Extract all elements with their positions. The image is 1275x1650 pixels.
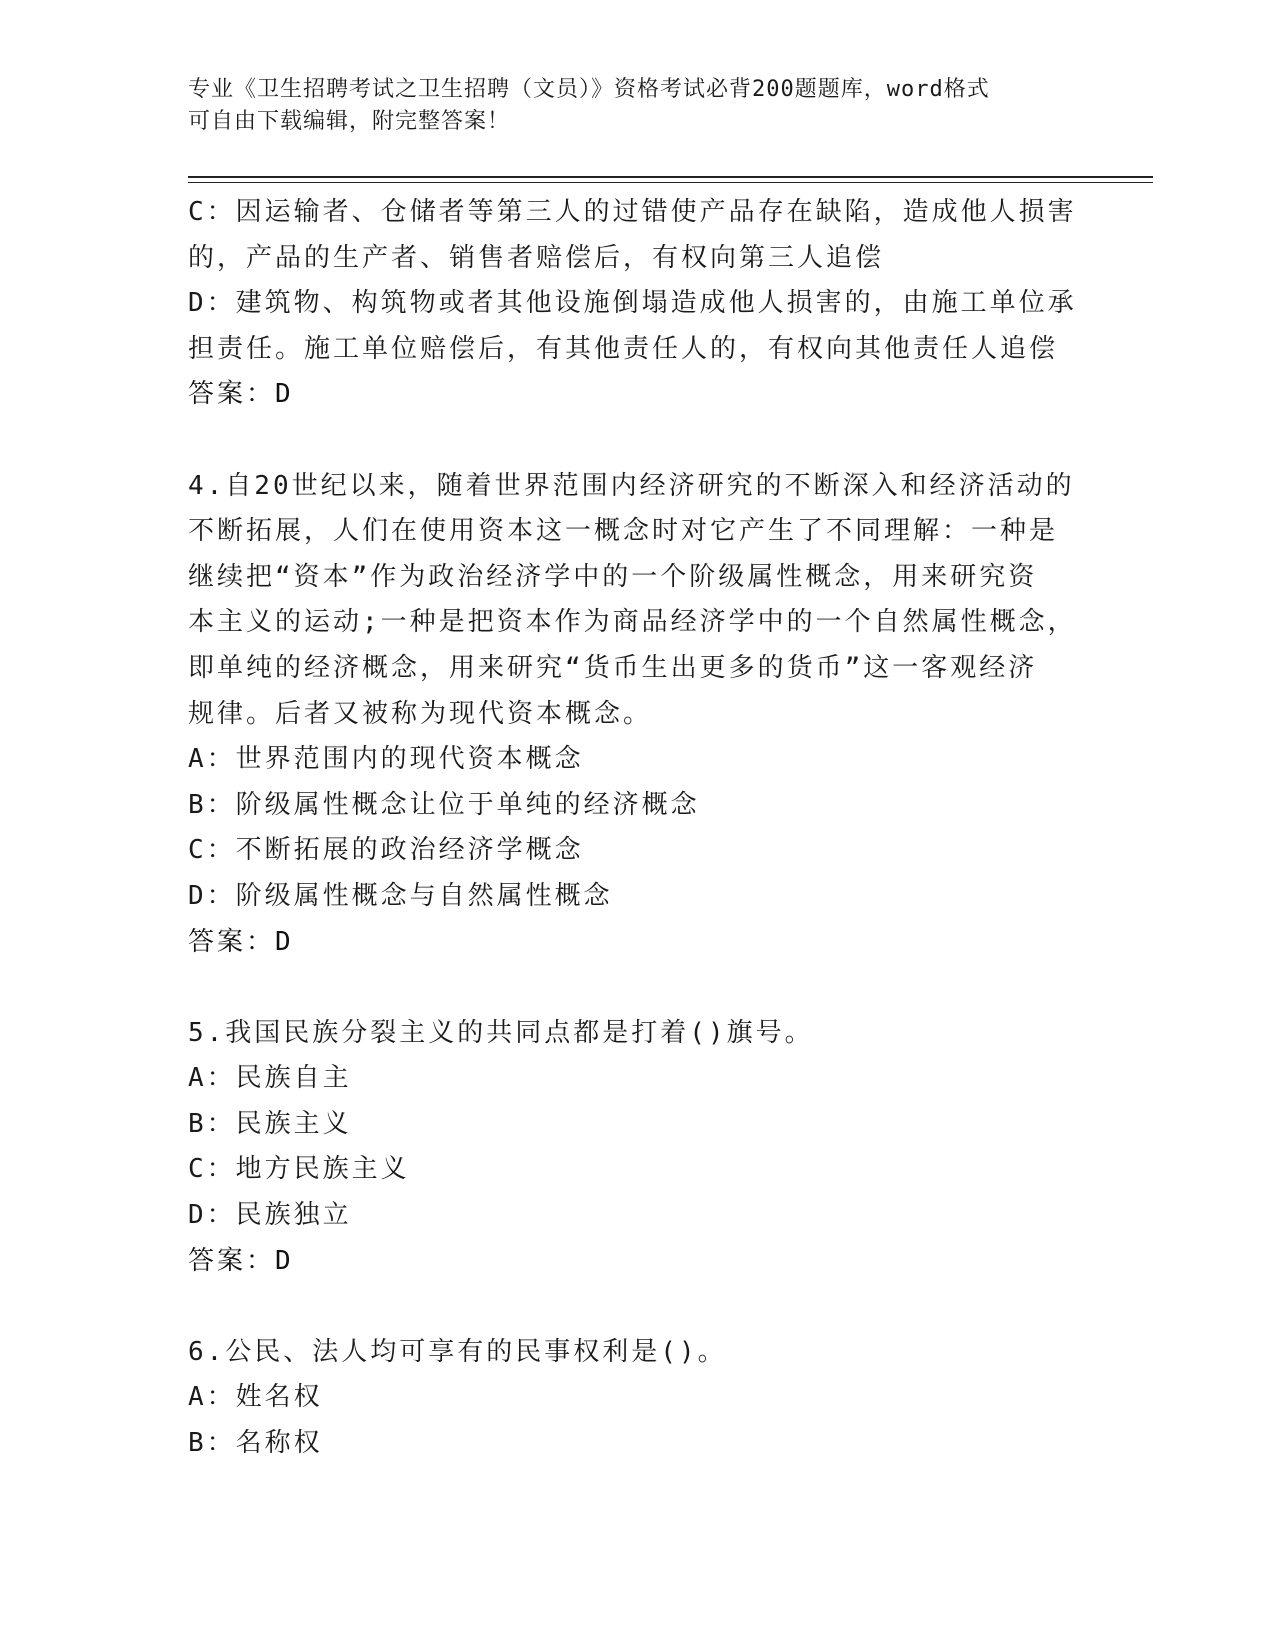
- question-stem-line: 继续把“资本”作为政治经济学中的一个阶级属性概念，用来研究资: [188, 561, 1038, 592]
- spacer: [188, 965, 1088, 1011]
- option-d-line-1: D：建筑物、构筑物或者其他设施倒塌造成他人损害的，由施工单位承: [188, 288, 1077, 319]
- question-content: [188, 190, 1088, 1467]
- option-d-line-2: 担责任。施工单位赔偿后，有其他责任人的，有权向其他责任人追偿: [188, 333, 1059, 364]
- option-a: A：世界范围内的现代资本概念: [188, 744, 584, 775]
- header-line-1: 专业《卫生招聘考试之卫生招聘（文员）》资格考试必背200题题库，word格式: [188, 77, 990, 102]
- question-stem-line: 本主义的运动;一种是把资本作为商品经济学中的一个自然属性概念，: [188, 607, 1077, 638]
- spacer: [188, 418, 1088, 464]
- question-6: [188, 1330, 1088, 1467]
- option-b: B：阶级属性概念让位于单纯的经济概念: [188, 789, 700, 820]
- question-stem-line: 规律。后者又被称为现代资本概念。: [188, 698, 653, 729]
- question-stem-line: 不断拓展，人们在使用资本这一概念时对它产生了不同理解：一种是: [188, 516, 1059, 547]
- document-header: [188, 74, 1068, 138]
- option-c-line-2: 的，产品的生产者、销售者赔偿后，有权向第三人追偿: [188, 242, 885, 273]
- option-a: A：姓名权: [188, 1382, 323, 1413]
- option-d: D：民族独立: [188, 1200, 352, 1231]
- question-stem-line: 即单纯的经济概念，用来研究“货币生出更多的货币”这一客观经济: [188, 652, 1038, 683]
- answer-line: 答案：D: [188, 379, 294, 410]
- option-c-line-1: C：因运输者、仓储者等第三人的过错使产品存在缺陷，造成他人损害: [188, 197, 1077, 227]
- question-5: [188, 1011, 1088, 1285]
- option-c: C：不断拓展的政治经济学概念: [188, 835, 584, 866]
- question-stem-line: 6.公民、法人均可享有的民事权利是()。: [188, 1336, 727, 1367]
- option-b: B：名称权: [188, 1428, 323, 1459]
- question-stem-line: 5.我国民族分裂主义的共同点都是打着()旗号。: [188, 1017, 814, 1048]
- answer-line: 答案：D: [188, 1245, 294, 1276]
- option-c: C：地方民族主义: [188, 1154, 410, 1185]
- question-3: [188, 190, 1088, 418]
- header-rule-thin: [188, 182, 1153, 183]
- question-stem-line: 4.自20世纪以来，随着世界范围内经济研究的不断深入和经济活动的: [188, 470, 1075, 501]
- spacer: [188, 1284, 1088, 1330]
- option-b: B：民族主义: [188, 1108, 352, 1139]
- header-line-2: 可自由下载编辑，附完整答案！: [188, 109, 511, 134]
- answer-line: 答案：D: [188, 926, 294, 957]
- header-rule-thick: [188, 176, 1153, 178]
- option-d: D：阶级属性概念与自然属性概念: [188, 880, 613, 911]
- option-a: A：民族自主: [188, 1063, 352, 1094]
- question-4: [188, 464, 1088, 966]
